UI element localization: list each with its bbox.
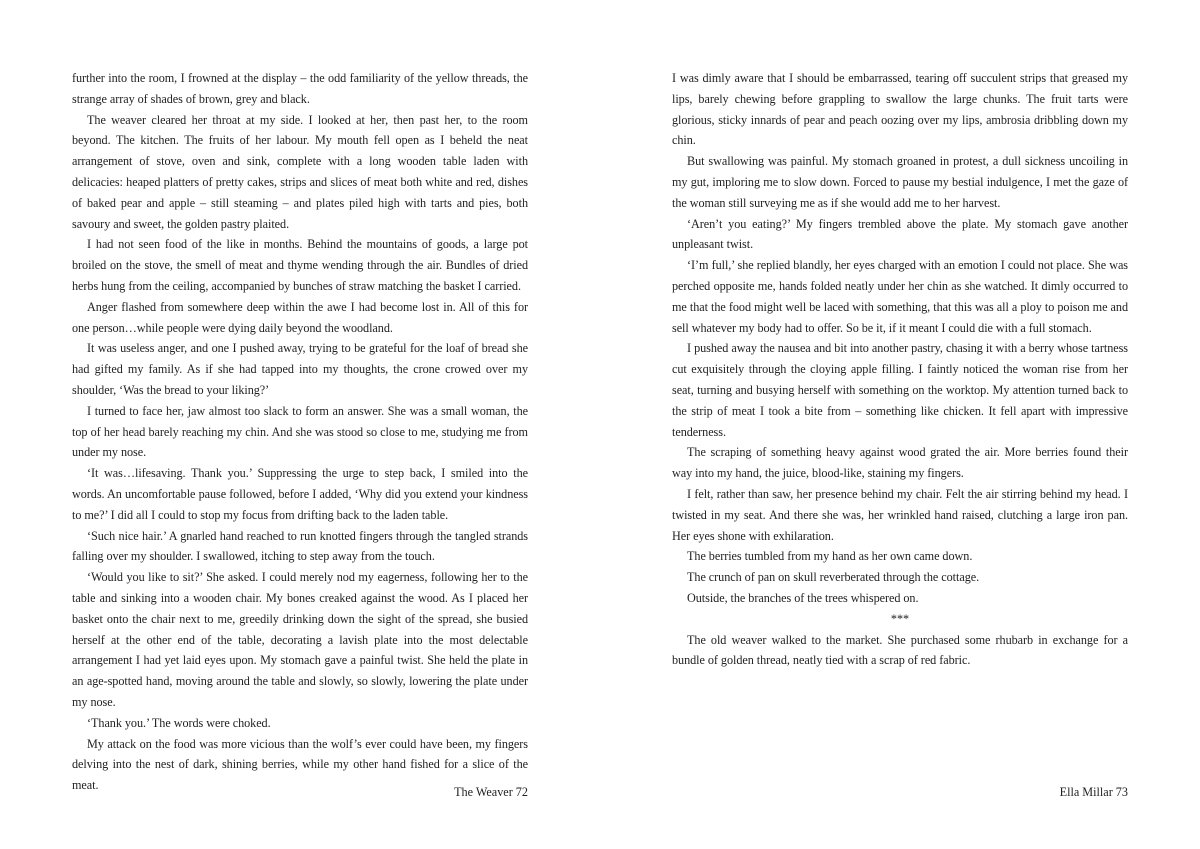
paragraph: Outside, the branches of the trees whispered on. (687, 590, 919, 605)
paragraph: ‘Aren’t you eating?’ My fingers trembled above the plate. My stomach gave another unpleasant twist. (672, 216, 1128, 252)
left-page-footer: The Weaver 72 (454, 785, 528, 799)
paragraph: Anger flashed from somewhere deep within the awe I had become lost in. All of this for one person…while people were dying daily beyond the woodland. (72, 299, 528, 335)
paragraph: It was useless anger, and one I pushed away, trying to be grateful for the loaf of bread she had gifted my family. As if she had tapped into my thoughts, the crone crowed over my shoulder, ‘Was the bread to your liking?’ (72, 341, 528, 397)
paragraph: ‘It was…lifesaving. Thank you.’ Suppressing the urge to step back, I smiled into the words. An uncomfortable pause followed, before I added, ‘Why did you extend your kindness to me?’ I did all I could to stop my focus from drifting back to the laden table. (72, 466, 528, 522)
paragraph: The scraping of something heavy against wood grated the air. More berries found their way into my hand, the juice, blood-like, staining my fingers. (672, 445, 1128, 481)
left-page (72, 68, 528, 796)
paragraph: But swallowing was painful. My stomach groaned in protest, a dull sickness uncoiling in my gut, imploring me to slow down. Forced to pause my bestial indulgence, I met the gaze of the woman still surveying me as if she would add me to her harvest. (672, 154, 1128, 210)
paragraph: I felt, rather than saw, her presence behind my chair. Felt the air stirring behind my head. I twisted in my seat. And there she was, her wrinkled hand raised, clutching a large iron pan. Her eyes shone with exhilaration. (672, 486, 1128, 543)
right-page (672, 68, 1128, 671)
paragraph: My attack on the food was more vicious than the wolf’s ever could have been, my fingers delving into the nest of dark, shining berries, while my other hand fished for a slice of the meat. (72, 736, 528, 793)
paragraph: I had not seen food of the like in months. Behind the mountains of goods, a large pot broiled on the stove, the smell of meat and thyme wending through the air. Bundles of dried herbs hung from the ceiling, accompanied by bunches of straw matching the basket I carried. (72, 237, 528, 293)
paragraph: The berries tumbled from my hand as her own came down. (687, 549, 973, 564)
paragraph: The old weaver walked to the market. She purchased some rhubarb in exchange for a bundle of golden thread, neatly tied with a scrap of red fabric. (672, 632, 1128, 668)
paragraph: ‘Such nice hair.’ A gnarled hand reached to run knotted fingers through the tangled strands falling over my shoulder. I swallowed, itching to step away from the touch. (72, 528, 528, 564)
paragraph: I turned to face her, jaw almost too slack to form an answer. She was a small woman, the top of her head barely reaching my chin. And she was stood so close to me, studying me from under my nose. (72, 403, 528, 460)
paragraph: ‘Thank you.’ The words were choked. (87, 715, 271, 730)
right-page-footer: Ella Millar 73 (1059, 785, 1128, 799)
paragraph: I pushed away the nausea and bit into another pastry, chasing it with a berry whose tartness cut exquisitely through the cloying apple filling. I faintly noticed the woman rise from her seat, turning and busying herself with something on the worktop. My attention turned back to the strip of meat I took a bite from – something like chicken. It fell apart with impressive tenderness. (672, 341, 1128, 439)
scene-break: *** (890, 611, 910, 626)
paragraph: The weaver cleared her throat at my side. I looked at her, then past her, to the room beyond. The kitchen. The fruits of her labour. My mouth fell open as I beheld the neat arrangement of stove, oven and sink, complete with a long wooden table laden with delicacies: heaped platters of pretty cakes, strips and slices of meat both white and red, dishes of baked pear and apple – still steaming – and plates piled high with tarts and pies, both savoury and sweet, the golden pastry plaited. (72, 112, 528, 231)
paragraph: I was dimly aware that I should be embarrassed, tearing off succulent strips that greased my lips, barely chewing before grappling to swallow the large chunks. The fruit tarts were glorious, sticky innards of pear and peach oozing over my lips, ambrosia dribbling down my chin. (672, 71, 1128, 148)
paragraph: further into the room, I frowned at the display – the odd familiarity of the yellow threads, the strange array of shades of brown, grey and black. (72, 71, 528, 106)
paragraph: ‘Would you like to sit?’ She asked. I could merely nod my eagerness, following her to the table and sinking into a wooden chair. My bones creaked against the wood. As I placed her basket onto the chair next to me, greedily drinking down the sight of the spread, she busied herself at the other end of the table, decorating a lavish plate into the most delectable arrangement I had yet laid eyes upon. My stomach gave a painful twist. She held the plate in an age-spotted hand, moving around the table and slowly, so slowly, lowering the plate under my nose. (72, 570, 528, 709)
paragraph: ‘I’m full,’ she replied blandly, her eyes charged with an emotion I could not place. She was perched opposite me, hands folded neatly under her chin as she watched. It dimly occurred to me that the food might well be laced with something, that this was all a ploy to poison me and sell whatever my body had to offer. So be it, if it meant I could die with a full stomach. (672, 258, 1128, 335)
paragraph: The crunch of pan on skull reverberated through the cottage. (687, 570, 980, 585)
